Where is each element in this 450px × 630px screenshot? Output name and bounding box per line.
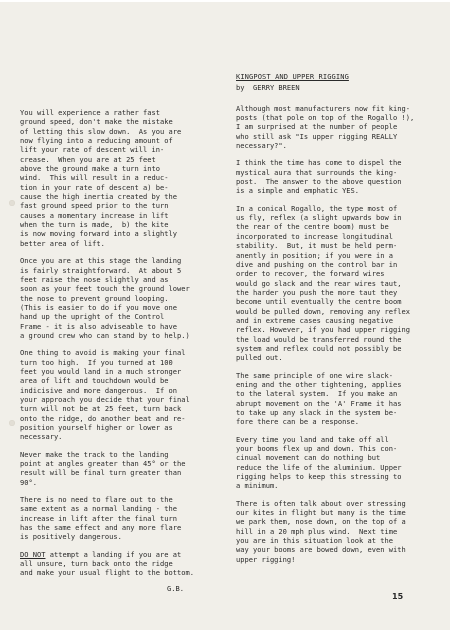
signature: G.B. <box>167 583 184 593</box>
paragraph: Although most manufacturers now fit king- posts (that pole on top of the Rogallo !), I am surprised at the number of people who still ask "Is upper rigging REALLY necessary?". <box>236 103 415 151</box>
left-column <box>20 108 220 593</box>
byline: by GERRY BREEN <box>236 83 300 93</box>
paragraph: Never make the track to the landing point at angles greater than 45° or the result will be final turn greater than 90°. <box>20 449 186 487</box>
warning-text: attempt a landing if you are at all unsure, turn back onto the ridge and make your usual flight to the bottom. <box>20 549 194 578</box>
paragraph: Once you are at this stage the landing is fairly straightforward. At about 5 feet raise the nose slightly and as soon as your feet touch the ground lower the nose to prevent ground looping. (This is easier to do if you move one hand up the upright of the Control Frame - it is also adviseable to have a ground crew who can stand by to help.) <box>20 256 190 340</box>
paragraph: Every time you land and take off all your booms flex up and down. This con- cinual movement can do nothing but reduce the life of the aluminium. Upper rigging helps to keep this stressing to a minimum. <box>236 434 402 491</box>
article-heading: KINGPOST AND UPPER RIGGING <box>236 72 349 81</box>
page-number: 15 <box>392 592 404 601</box>
binder-hole <box>9 420 15 426</box>
warning-paragraph <box>20 550 220 578</box>
paragraph: You will experience a rather fast ground speed, don't make the mistake of letting this slow down. As you are now flying into a reducing amount of lift your rate of descent will in- crease. When you are at 25 feet above the ground make a turn into wind. This will result in a reduc- tion in your rate of descent a) be- cause the high inertia created by the fast ground speed prior to the turn causes a momentary increase in lift when the turn is made, b) the kite is now moving forward into a slightly better area of lift. <box>20 108 182 248</box>
do-not-emphasis: DO NOT <box>20 549 46 559</box>
paragraph: I think the time has come to dispel the mystical aura that surrounds the king- post. The answer to the above question is a simple and emphatic YES. <box>236 158 402 196</box>
top-edge <box>0 0 450 2</box>
paragraph: There is often talk about over stressing our kites in flight but many is the time we park them, nose down, on the top of a hill in a 20 mph plus wind. Next time you are in this situation look at the way your booms are bowed down, even with upper rigging! <box>236 498 406 564</box>
paragraph: The same principle of one wire slack- ening and the other tightening, applies to the lateral system. If you make an abrupt movement on the 'A' Frame it has to take up any slack in the system be- fore there can be a response. <box>236 370 402 427</box>
right-column <box>236 72 436 572</box>
binder-hole <box>9 200 15 206</box>
paragraph: In a conical Rogallo, the type most of us fly, reflex (a slight upwards bow in the rear of the centre boom) must be incorporated to increase longitudinal stability. But, it must be held perm- anently in position; if you were in a dive and pushing on the control bar in order to recover, the forward wires would go slack and the rear wires taut, the harder you push the more taut they become until eventually the centre boom would be pulled down, removing any reflex and in extreme cases causing negative reflex. However, if you had upper rigging the load would be transferred round the system and reflex could not possibly be pulled out. <box>236 203 410 363</box>
paragraph: One thing to avoid is making your final turn too high. If you turned at 100 feet you would land in a much stronger area of lift and touchdown would be indicisive and more dangerous. If on your approach you decide that your final turn will not be at 25 feet, turn back onto the ridge, do another beat and re- position yourself higher or lower as necessary. <box>20 348 190 442</box>
paragraph: There is no need to flare out to the same extent as a normal landing - the increase in lift after the final turn has the same effect and any more flare is positively dangerous. <box>20 495 182 542</box>
